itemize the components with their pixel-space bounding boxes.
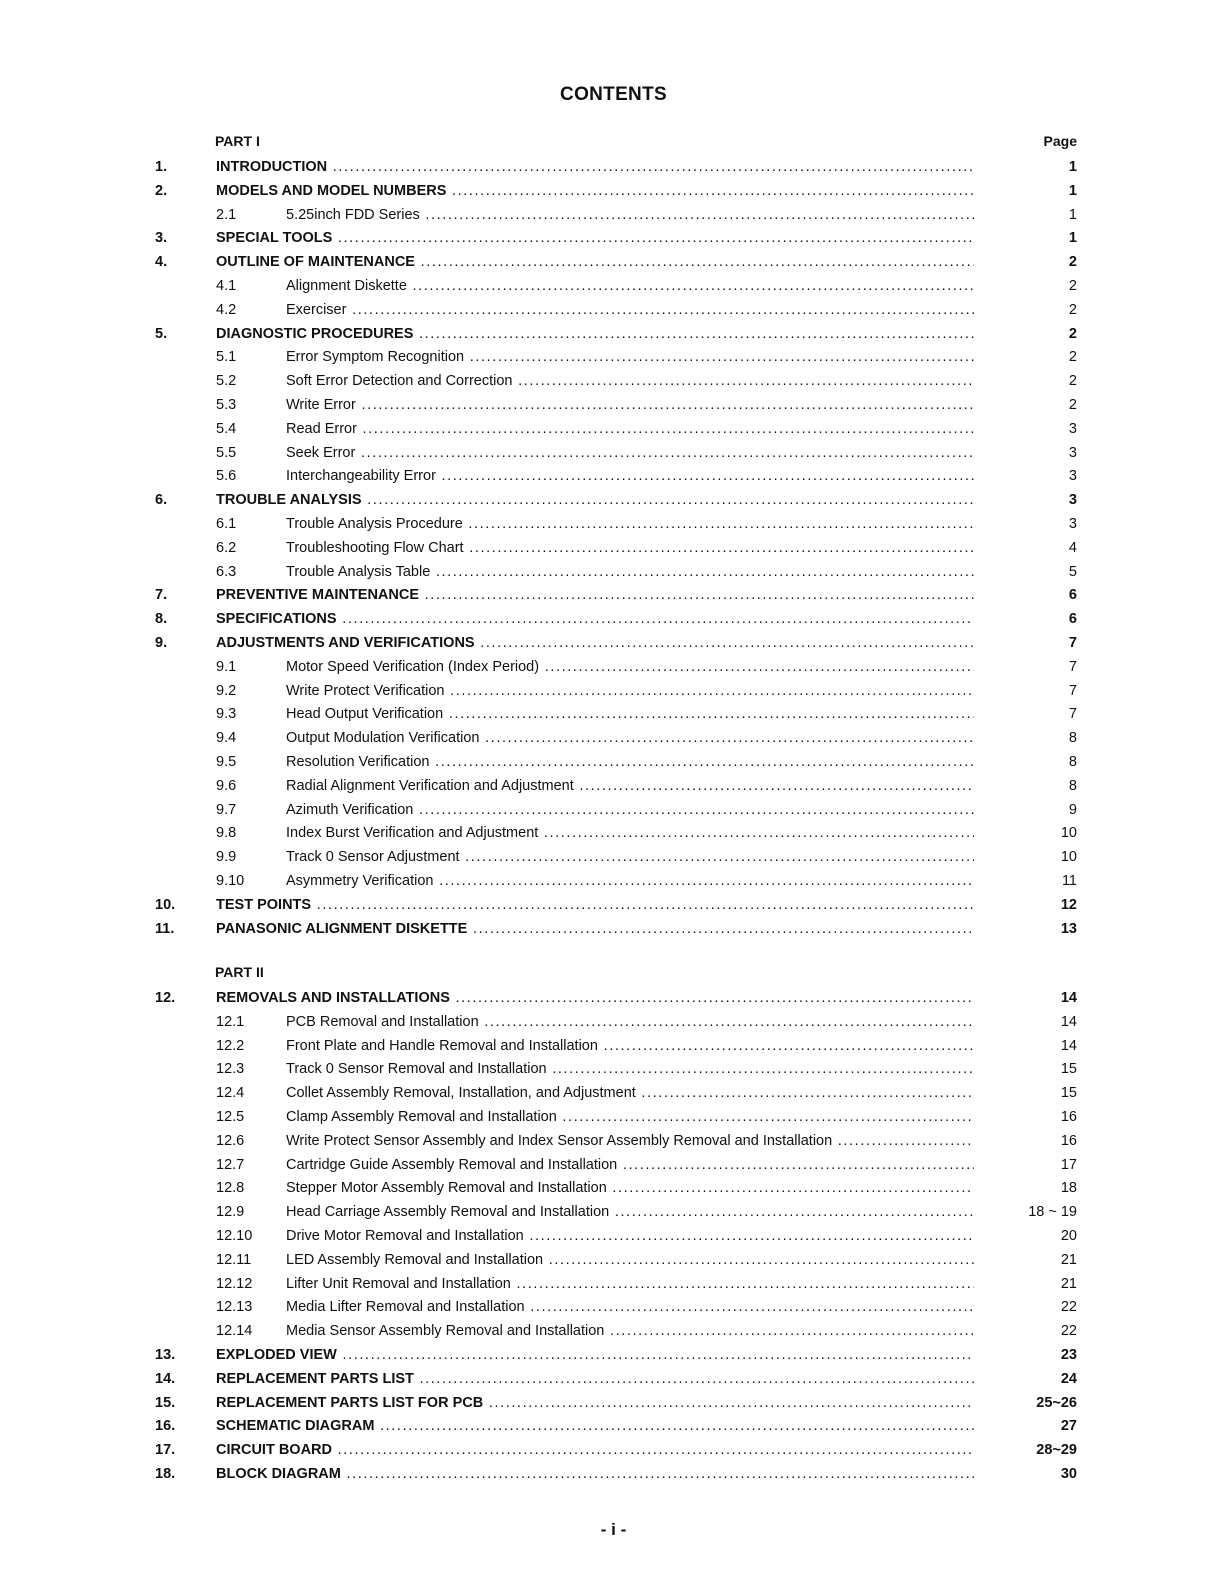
toc-entry-number: 5.6 (216, 468, 237, 485)
toc-entry-title: Stepper Motor Assembly Removal and Installation ..... (286, 1178, 974, 1198)
toc-entry-number: 1. (155, 159, 168, 175)
toc-entry-title: DIAGNOSTIC PROCEDURES ..... (216, 324, 974, 344)
toc-entry-number: 9.8 (216, 825, 237, 842)
toc-entry-title: Asymmetry Verification ..... (286, 871, 974, 891)
toc-entry-number: 9.2 (216, 682, 237, 699)
toc-entry (0, 1012, 1227, 1032)
toc-entry-page: 18 ~ 19 (1028, 1204, 1077, 1221)
toc-entry-number: 9.5 (216, 754, 237, 770)
toc-entry (0, 228, 1227, 248)
toc-entry (0, 1059, 1227, 1079)
toc-entry-title: ADJUSTMENTS AND VERIFICATIONS ..... (216, 633, 974, 653)
toc-entry-page: 10 (1060, 825, 1077, 842)
toc-entry-page: 7 (1068, 658, 1077, 675)
toc-entry (0, 252, 1227, 272)
part-1-heading: PART I (215, 133, 260, 149)
toc-entry-page: 25~26 (1036, 1394, 1077, 1411)
toc-entry (0, 1250, 1227, 1270)
toc-entry-title: TROUBLE ANALYSIS ..... (216, 490, 974, 510)
toc-entry-page: 14 (1060, 1013, 1077, 1030)
toc-entry-number: 12.11 (216, 1251, 252, 1268)
toc-entry-page: 8 (1068, 754, 1077, 770)
toc-entry (0, 1464, 1227, 1484)
toc-entry-title: Front Plate and Handle Removal and Installation ..... (286, 1036, 974, 1056)
toc-entry-title: Track 0 Sensor Removal and Installation ..... (286, 1059, 974, 1079)
toc-entry (0, 1202, 1227, 1222)
toc-entry (0, 205, 1227, 225)
toc-entry-title: Cartridge Guide Assembly Removal and Installation ..... (286, 1155, 974, 1175)
toc-entry-page: 13 (1060, 920, 1077, 937)
toc-entry-number: 12.2 (216, 1037, 245, 1054)
toc-entry-page: 3 (1068, 444, 1077, 461)
toc-entry-number: 10. (155, 896, 176, 913)
toc-entry-page: 22 (1060, 1323, 1077, 1340)
toc-entry-title: Collet Assembly Removal, Installation, and Adjustment ..... (286, 1083, 974, 1103)
toc-entry-page: 2 (1068, 373, 1077, 390)
toc-entry-number: 5.5 (216, 444, 237, 461)
toc-entry (0, 324, 1227, 344)
toc-entry-title: Soft Error Detection and Correction ..... (286, 371, 974, 391)
toc-entry-number: 5.4 (216, 420, 237, 437)
toc-entry-page: 21 (1060, 1251, 1077, 1268)
toc-entry (0, 443, 1227, 463)
toc-entry-page: 16 (1060, 1109, 1077, 1125)
toc-entry-page: 6 (1068, 587, 1077, 604)
toc-entry (0, 157, 1227, 177)
toc-entry-page: 7 (1068, 706, 1077, 723)
toc-entry (0, 181, 1227, 201)
toc-entry-page: 8 (1068, 730, 1077, 747)
toc-entry (0, 1369, 1227, 1389)
toc-entry-number: 12.1 (216, 1013, 245, 1030)
toc-entry (0, 419, 1227, 439)
toc-entry (0, 276, 1227, 296)
toc-entry (0, 681, 1227, 701)
toc-entry-page: 1 (1068, 206, 1077, 223)
toc-entry-title: Media Lifter Removal and Installation ..... (286, 1297, 974, 1317)
toc-entry-number: 6.3 (216, 563, 237, 580)
toc-entry-number: 6.2 (216, 539, 237, 556)
toc-entry (0, 776, 1227, 796)
toc-entry-number: 9. (155, 635, 168, 651)
toc-entry-page: 15 (1060, 1061, 1077, 1078)
toc-entry (0, 657, 1227, 677)
toc-entry (0, 395, 1227, 415)
toc-entry-number: 5. (155, 325, 168, 342)
toc-entry-title: Clamp Assembly Removal and Installation ..... (286, 1107, 974, 1127)
toc-entry-page: 22 (1060, 1299, 1077, 1316)
toc-entry (0, 919, 1227, 939)
toc-entry-page: 6 (1068, 611, 1077, 628)
toc-entry-page: 8 (1068, 777, 1077, 794)
toc-entry-number: 12.4 (216, 1085, 245, 1102)
toc-entry-page: 1 (1068, 182, 1077, 199)
toc-entry (0, 728, 1227, 748)
toc-entry-title: Exerciser ..... (286, 300, 974, 320)
toc-entry-title: SPECIFICATIONS ..... (216, 609, 974, 629)
toc-entry (0, 752, 1227, 772)
toc-entry-title: Troubleshooting Flow Chart ..... (286, 538, 974, 558)
toc-entry (0, 704, 1227, 724)
toc-entry-title: SPECIAL TOOLS ..... (216, 228, 974, 248)
toc-entry-page: 2 (1068, 397, 1077, 413)
toc-entry-page: 7 (1068, 682, 1077, 699)
toc-entry (0, 1416, 1227, 1436)
toc-entry (0, 1440, 1227, 1460)
toc-entry (0, 895, 1227, 915)
page-number-footer: - i - (600, 1520, 627, 1539)
toc-entry-title: Seek Error ..... (286, 443, 974, 463)
toc-entry-title: Trouble Analysis Procedure ..... (286, 514, 974, 534)
toc-entry-number: 11. (155, 920, 175, 937)
toc-entry-number: 9.9 (216, 849, 237, 866)
toc-entry-page: 2 (1068, 301, 1077, 318)
toc-entry-number: 12.10 (216, 1228, 253, 1244)
toc-entry (0, 823, 1227, 843)
toc-entry-number: 12.7 (216, 1156, 245, 1173)
toc-entry-number: 13. (155, 1347, 176, 1363)
toc-entry-number: 5.2 (216, 373, 237, 390)
toc-entry-page: 3 (1068, 516, 1077, 532)
toc-entry-number: 2. (155, 182, 168, 199)
toc-entry-page: 2 (1068, 325, 1077, 342)
toc-entry-page: 14 (1060, 1037, 1077, 1054)
toc-entry-page: 27 (1060, 1418, 1077, 1435)
toc-entry-number: 7. (155, 587, 168, 604)
toc-entry (0, 466, 1227, 486)
part-2-heading: PART II (215, 964, 264, 980)
toc-entry-title: OUTLINE OF MAINTENANCE ..... (216, 252, 974, 272)
toc-entry-page: 4 (1068, 539, 1077, 556)
toc-entry-number: 4.2 (216, 301, 237, 318)
toc-entry-page: 17 (1060, 1156, 1077, 1173)
toc-entry-number: 15. (155, 1394, 176, 1411)
toc-entry (0, 347, 1227, 367)
toc-entry (0, 1155, 1227, 1175)
toc-entry-page: 15 (1060, 1085, 1077, 1102)
toc-entry-page: 2 (1068, 254, 1077, 271)
toc-entry-title: Resolution Verification ..... (286, 752, 974, 772)
toc-entry (0, 1393, 1227, 1413)
toc-entry (0, 1345, 1227, 1365)
toc-entry (0, 1297, 1227, 1317)
page-column-heading: Page (1043, 133, 1077, 149)
toc-entry-number: 12.8 (216, 1180, 245, 1197)
page-title: CONTENTS (560, 84, 667, 105)
toc-entry-page: 5 (1068, 563, 1077, 580)
toc-entry-number: 12.5 (216, 1109, 245, 1125)
toc-entry-number: 4.1 (216, 278, 237, 294)
toc-entry (0, 1178, 1227, 1198)
toc-entry-title: INTRODUCTION ..... (216, 157, 974, 177)
toc-entry-number: 3. (155, 230, 168, 247)
toc-entry (0, 633, 1227, 653)
toc-entry-title: 5.25inch FDD Series ..... (286, 205, 974, 225)
toc-entry-title: Radial Alignment Verification and Adjustment ..... (286, 776, 974, 796)
toc-entry (0, 538, 1227, 558)
toc-entry (0, 1131, 1227, 1151)
toc-entry-title: Media Sensor Assembly Removal and Installation ..... (286, 1321, 974, 1341)
toc-entry-page: 11 (1061, 873, 1077, 889)
toc-entry-title: Read Error ..... (286, 419, 974, 439)
toc-entry-number: 14. (155, 1370, 176, 1387)
toc-entry-number: 9.7 (216, 801, 237, 818)
toc-entry-page: 1 (1068, 230, 1077, 247)
toc-entry-page: 16 (1060, 1132, 1077, 1149)
toc-entry-title: Index Burst Verification and Adjustment ..... (286, 823, 974, 843)
toc-entry-page: 3 (1068, 492, 1077, 509)
toc-entry (0, 800, 1227, 820)
toc-entry-number: 6.1 (216, 516, 237, 532)
toc-entry-title: BLOCK DIAGRAM ..... (216, 1464, 974, 1484)
toc-entry-title: Output Modulation Verification ..... (286, 728, 974, 748)
toc-entry (0, 847, 1227, 867)
toc-entry-page: 30 (1060, 1466, 1077, 1482)
toc-entry (0, 300, 1227, 320)
toc-entry (0, 609, 1227, 629)
toc-entry-title: CIRCUIT BOARD ..... (216, 1440, 974, 1460)
toc-entry-page: 24 (1060, 1370, 1077, 1387)
toc-entry-number: 16. (155, 1418, 176, 1435)
toc-entry (0, 988, 1227, 1008)
toc-entry-number: 18. (155, 1466, 176, 1482)
toc-entry-page: 1 (1068, 159, 1077, 175)
toc-entry (0, 1274, 1227, 1294)
toc-entry-page: 3 (1068, 420, 1077, 437)
toc-entry-title: Head Output Verification ..... (286, 704, 974, 724)
toc-entry (0, 562, 1227, 582)
toc-entry (0, 1036, 1227, 1056)
toc-entry (0, 371, 1227, 391)
toc-entry-title: Lifter Unit Removal and Installation ..... (286, 1274, 974, 1294)
toc-entry-number: 9.6 (216, 777, 237, 794)
toc-entry-number: 12.3 (216, 1061, 245, 1078)
toc-entry-title: Head Carriage Assembly Removal and Installation ..... (286, 1202, 974, 1222)
toc-entry-title: Write Protect Sensor Assembly and Index Sensor Assembly Removal and Installation ..... (286, 1131, 974, 1151)
toc-entry-title: PCB Removal and Installation ..... (286, 1012, 974, 1032)
toc-entry-page: 20 (1060, 1228, 1077, 1244)
toc-entry-page: 2 (1068, 349, 1077, 366)
toc-entry-title: Alignment Diskette ..... (286, 276, 974, 296)
toc-entry (0, 1107, 1227, 1127)
toc-entry-number: 12.12 (216, 1275, 253, 1292)
toc-entry-page: 7 (1068, 635, 1077, 651)
toc-entry (0, 1083, 1227, 1103)
toc-entry (0, 514, 1227, 534)
toc-entry-title: Interchangeability Error ..... (286, 466, 974, 486)
toc-entry-number: 12.13 (216, 1299, 253, 1316)
toc-entry-title: Error Symptom Recognition ..... (286, 347, 974, 367)
toc-entry-page: 12 (1060, 896, 1077, 913)
toc-entry (0, 490, 1227, 510)
toc-entry-page: 10 (1060, 849, 1077, 866)
toc-entry-number: 17. (155, 1442, 176, 1459)
toc-entry-title: SCHEMATIC DIAGRAM ..... (216, 1416, 974, 1436)
toc-entry-title: Drive Motor Removal and Installation ..... (286, 1226, 974, 1246)
toc-entry-title: REMOVALS AND INSTALLATIONS ..... (216, 988, 974, 1008)
toc-entry-number: 12.6 (216, 1132, 245, 1149)
toc-entry-title: TEST POINTS ..... (216, 895, 974, 915)
toc-entry (0, 871, 1227, 891)
toc-entry-title: Track 0 Sensor Adjustment ..... (286, 847, 974, 867)
toc-entry-title: Azimuth Verification ..... (286, 800, 974, 820)
toc-entry-number: 2.1 (216, 206, 237, 223)
toc-entry-title: Write Protect Verification ..... (286, 681, 974, 701)
toc-entry-number: 12.9 (216, 1204, 245, 1221)
toc-entry-title: MODELS AND MODEL NUMBERS ..... (216, 181, 974, 201)
toc-entry-title: REPLACEMENT PARTS LIST FOR PCB ..... (216, 1393, 974, 1413)
toc-entry-page: 9 (1068, 801, 1077, 818)
toc-entry-title: LED Assembly Removal and Installation ..... (286, 1250, 974, 1270)
toc-entry-number: 9.4 (216, 730, 237, 747)
toc-entry-number: 9.1 (216, 658, 237, 675)
toc-entry-title: Trouble Analysis Table ..... (286, 562, 974, 582)
toc-entry-number: 9.3 (216, 706, 237, 723)
toc-entry-title: EXPLODED VIEW ..... (216, 1345, 974, 1365)
toc-entry-number: 9.10 (216, 873, 245, 889)
toc-entry-page: 2 (1068, 278, 1077, 294)
toc-entry (0, 1226, 1227, 1246)
toc-entry-title: REPLACEMENT PARTS LIST ..... (216, 1369, 974, 1389)
toc-entry-page: 18 (1060, 1180, 1077, 1197)
toc-entry-page: 14 (1060, 990, 1077, 1006)
toc-entry-number: 4. (155, 254, 168, 271)
toc-entry-number: 5.1 (216, 349, 237, 366)
toc-entry-title: Write Error ..... (286, 395, 974, 415)
toc-entry-number: 5.3 (216, 397, 237, 413)
toc-entry-number: 8. (155, 611, 168, 628)
toc-entry-page: 3 (1068, 468, 1077, 485)
toc-entry (0, 1321, 1227, 1341)
toc-entry-number: 12.14 (216, 1323, 253, 1340)
toc-entry-number: 6. (155, 492, 168, 509)
toc-entry-page: 23 (1060, 1347, 1077, 1363)
toc-entry-page: 21 (1060, 1275, 1077, 1292)
toc-entry (0, 585, 1227, 605)
toc-entry-title: PREVENTIVE MAINTENANCE ..... (216, 585, 974, 605)
toc-entry-number: 12. (155, 990, 176, 1006)
toc-entry-title: Motor Speed Verification (Index Period) ..... (286, 657, 974, 677)
toc-entry-page: 28~29 (1036, 1442, 1077, 1459)
toc-entry-title: PANASONIC ALIGNMENT DISKETTE ..... (216, 919, 974, 939)
